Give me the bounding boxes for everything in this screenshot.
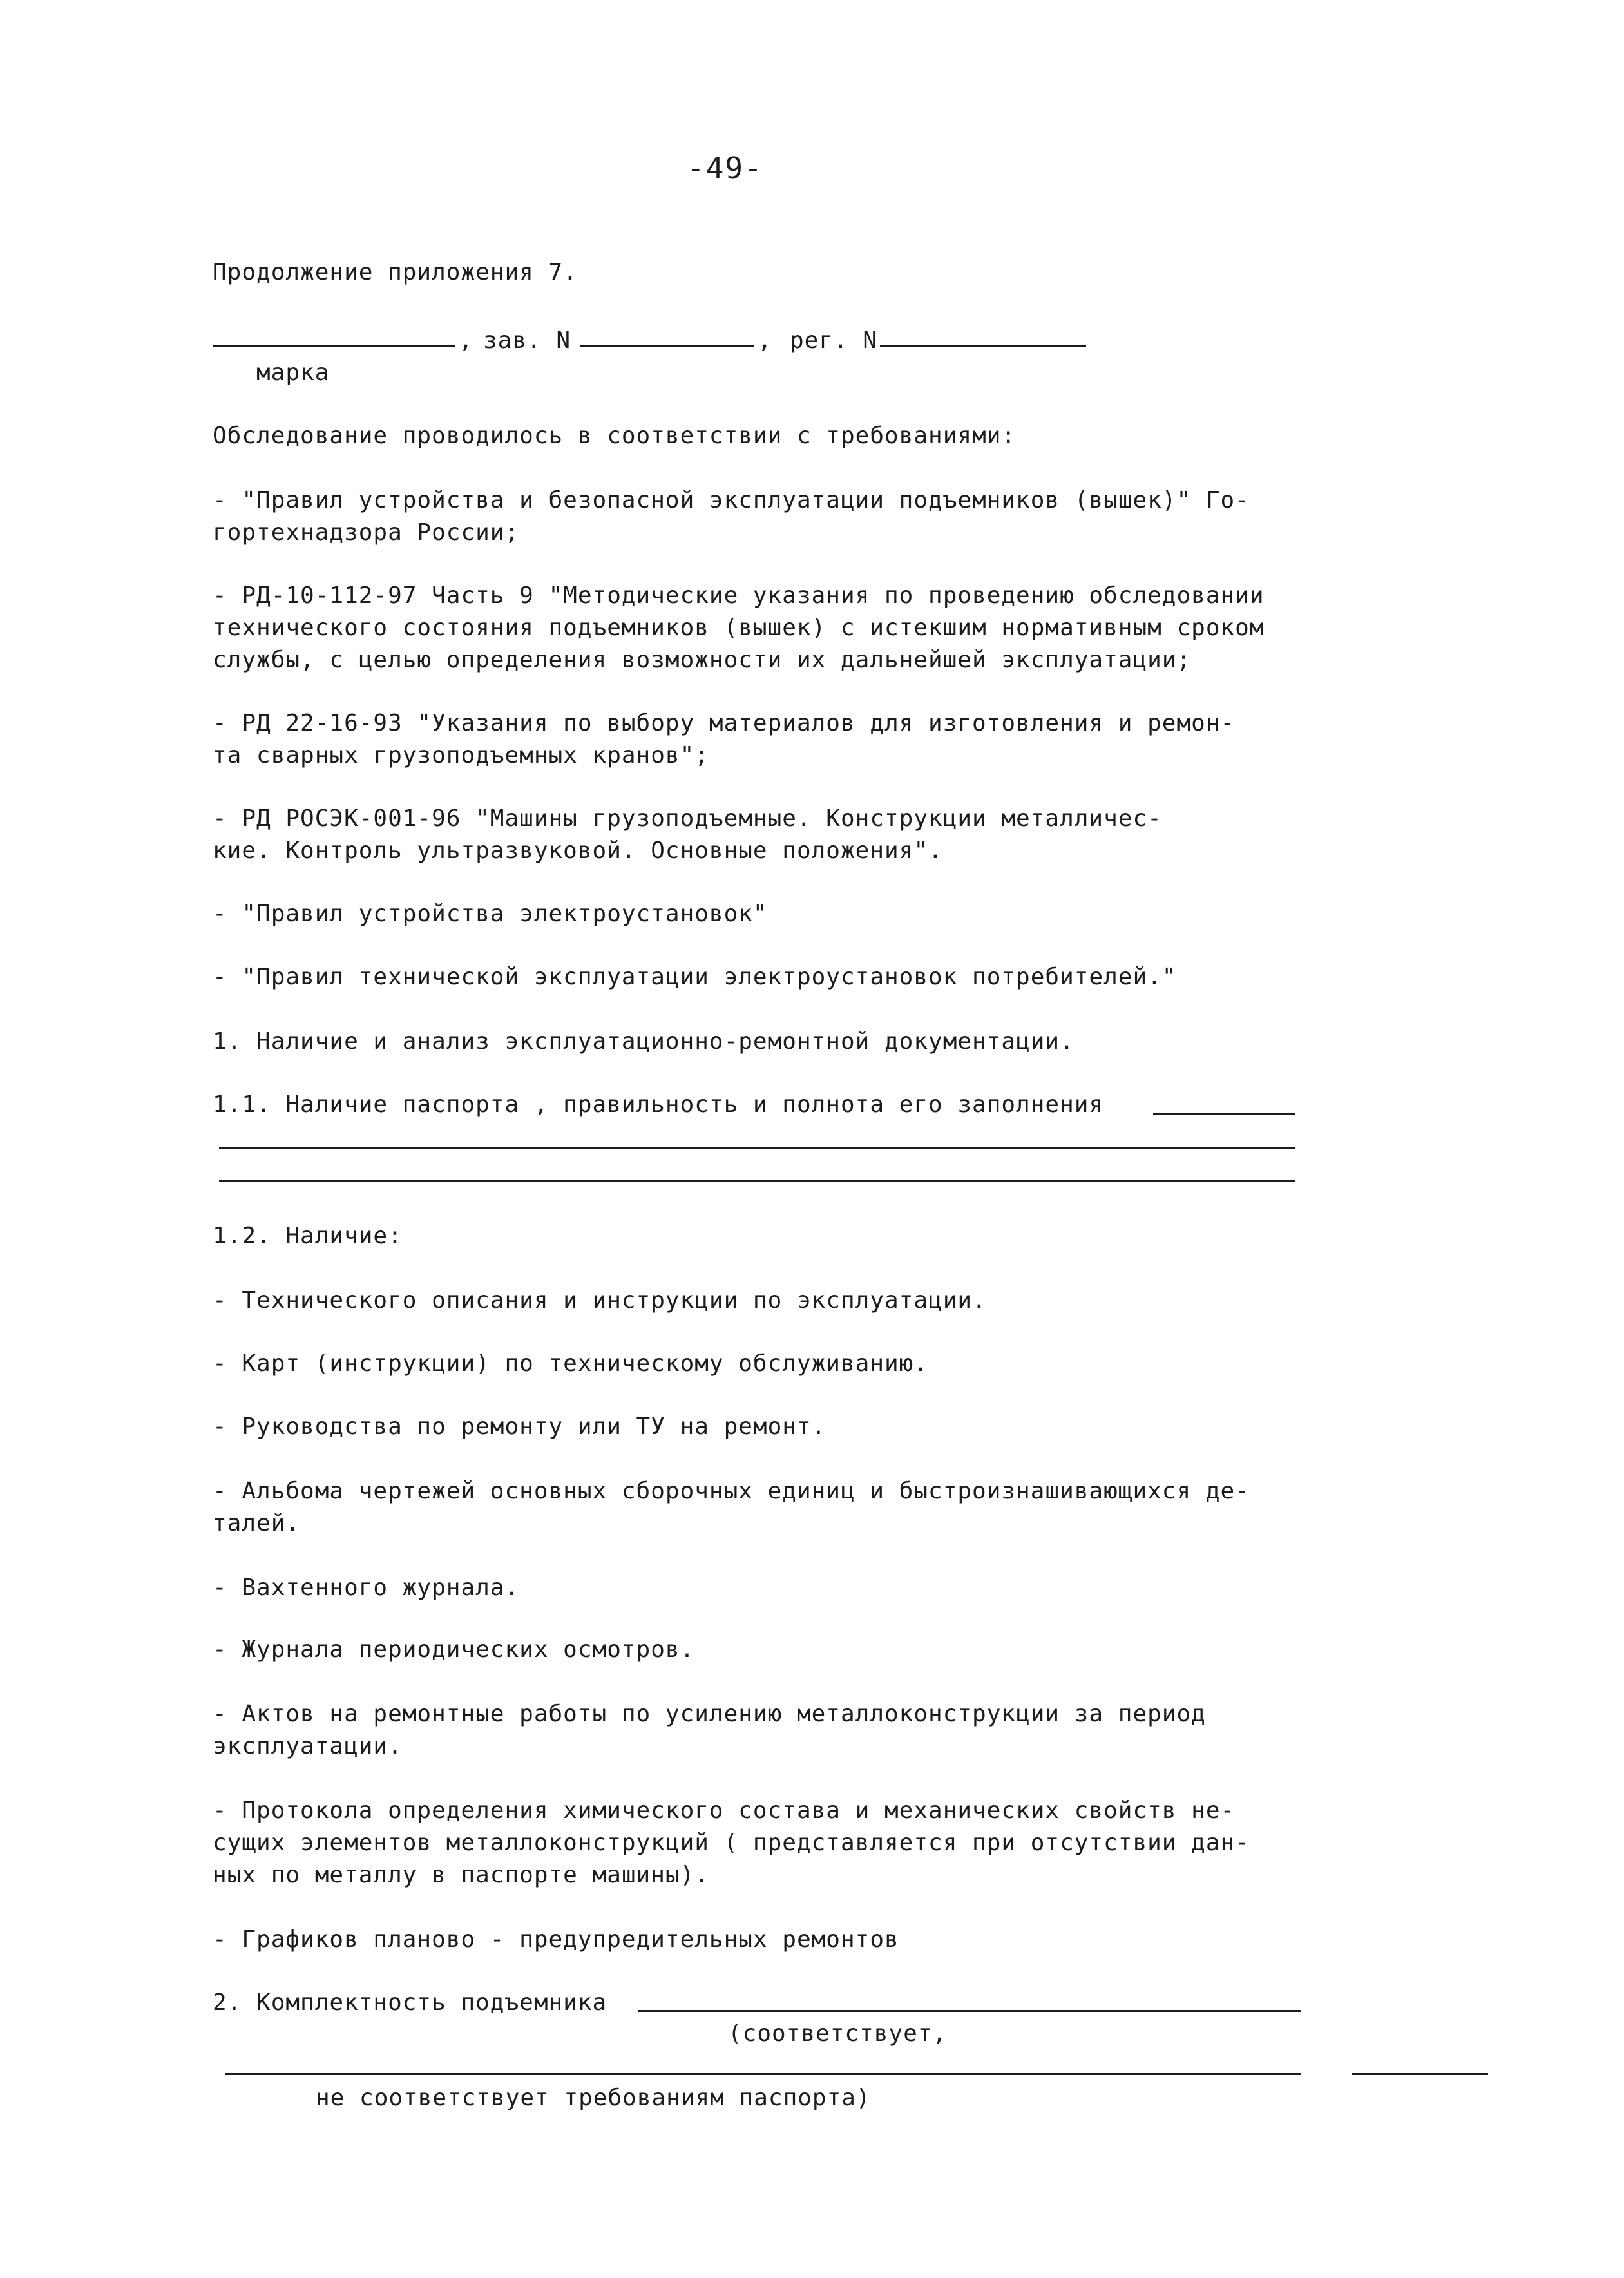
document-line: - Вахтенного журнала.	[213, 1574, 520, 1601]
requirement-line: та сварных грузоподъемных кранов";	[213, 742, 709, 769]
separator-comma: ,	[459, 327, 473, 354]
requirement-line: - РД РОСЭК-001-96 "Машины грузоподъемные. Конструкции металличес-	[213, 805, 1162, 832]
requirement-line: - РД-10-112-97 Часть 9 "Методические указания по проведению обследовании	[213, 582, 1265, 609]
fill-in-line	[1153, 1113, 1295, 1115]
fill-in-line	[638, 2010, 1301, 2012]
document-line: - Актов на ремонтные работы по усилению металлоконструкции за период	[213, 1701, 1206, 1727]
document-line: - Технического описания и инструкции по эксплуатации.	[213, 1287, 987, 1314]
document-line: - Графиков планово - предупредительных ремонтов	[213, 1926, 899, 1953]
intro-text: Обследование проводилось в соответствии с требованиями:	[213, 423, 1017, 449]
item-1-1: 1.1. Наличие паспорта , правильность и полнота его заполнения	[213, 1091, 1104, 1118]
section-2-hint: (соответствует,	[728, 2020, 948, 2047]
document-line: - Альбома чертежей основных сборочных единиц и быстроизнашивающихся де-	[213, 1478, 1250, 1504]
fill-in-line	[1352, 2073, 1488, 2075]
document-line: эксплуатации.	[213, 1733, 403, 1759]
document-line: - Карт (инструкции) по техническому обслуживанию.	[213, 1350, 929, 1377]
document-line: - Журнала периодических осмотров.	[213, 1636, 695, 1663]
document-line: - Руководства по ремонту или ТУ на ремонт.	[213, 1413, 826, 1440]
serial-number-label: зав. N	[483, 327, 571, 354]
separator-comma: ,	[758, 327, 772, 354]
document-line: сущих элементов металлоконструкций ( представляется при отсутствии дан-	[213, 1830, 1250, 1856]
requirement-line: - "Правил устройства и безопасной эксплуатации подъемников (вышек)" Го-	[213, 487, 1250, 513]
requirement-line: - "Правил устройства электроустановок"	[213, 901, 768, 927]
requirement-line: технического состояния подъемников (вышек) с истекшим нормативным сроком	[213, 615, 1265, 641]
brand-caption: марка	[256, 359, 330, 386]
page-number: -49-	[687, 151, 763, 186]
continuation-title: Продолжение приложения 7.	[213, 259, 578, 285]
registration-number-blank-line	[880, 345, 1086, 347]
requirement-line: кие. Контроль ультразвуковой. Основные положения".	[213, 838, 943, 864]
fill-in-line	[225, 2073, 1301, 2075]
serial-number-blank-line	[580, 345, 754, 347]
document-line: ных по металлу в паспорте машины).	[213, 1862, 709, 1888]
item-1-2: 1.2. Наличие:	[213, 1223, 403, 1249]
fill-in-line	[219, 1147, 1295, 1149]
requirement-line: - "Правил технической эксплуатации электроустановок потребителей."	[213, 964, 1177, 990]
document-line: талей.	[213, 1510, 301, 1536]
fill-in-line	[219, 1180, 1295, 1182]
brand-blank-line	[213, 345, 455, 347]
requirement-line: - РД 22-16-93 "Указания по выбору материалов для изготовления и ремон-	[213, 710, 1236, 736]
requirement-line: гортехнадзора России;	[213, 519, 520, 546]
section-1-heading: 1. Наличие и анализ эксплуатационно-ремонтной документации.	[213, 1028, 1075, 1055]
requirement-line: службы, с целью определения возможности их дальнейшей эксплуатации;	[213, 647, 1192, 673]
section-2-hint: не соответствует требованиям паспорта)	[316, 2085, 871, 2111]
registration-number-label: рег. N	[790, 327, 878, 354]
section-2-heading: 2. Комплектность подъемника	[213, 1989, 607, 2016]
document-line: - Протокола определения химического состава и механических свойств не-	[213, 1797, 1236, 1824]
